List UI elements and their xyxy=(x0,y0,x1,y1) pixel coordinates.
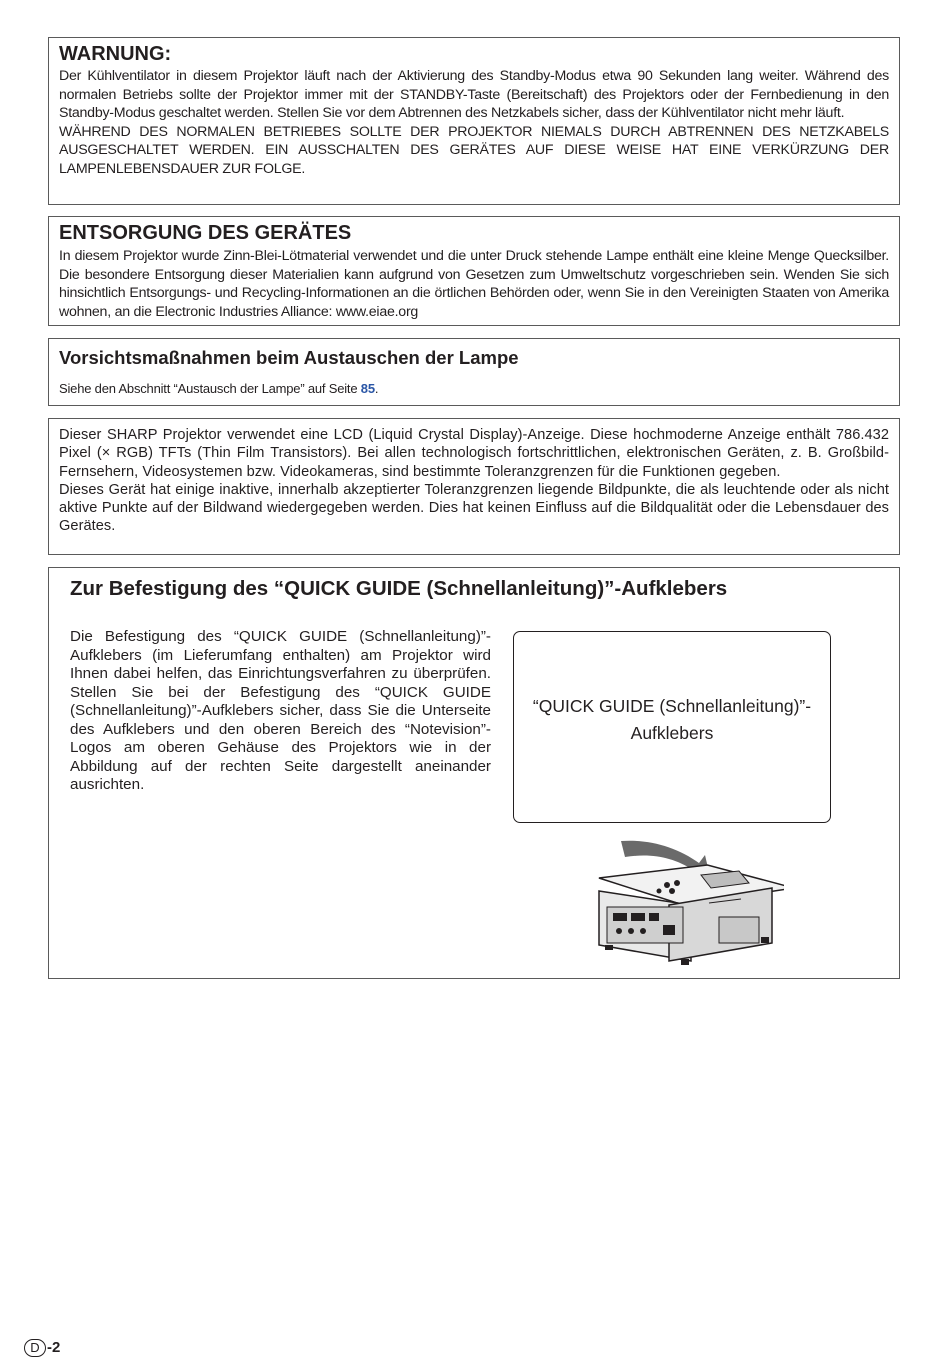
warning-title: WARNUNG: xyxy=(59,43,172,65)
lamp-precautions-title: Vorsichtsmaßnahmen beim Austauschen der Lampe xyxy=(59,347,519,368)
projector-illustration-icon xyxy=(559,833,784,973)
warning-paragraph-1: Der Kühlventilator in diesem Projektor läuft nach der Aktivierung des Standby-Modus etwa 90 Sekunden lang weiter. Während des normalen Betriebs sollte der Projektor immer mit der STANDBY-Taste (Bereitschaft) des Projektors oder der Fernbedienung in den Standby-Modus geschaltet werden. Stellen Sie vor dem Abtrennen des Netzkabels sicher, dass der Kühlventilator nicht mehr läuft. xyxy=(59,68,889,121)
page-number xyxy=(24,1338,60,1358)
quick-guide-paragraph: Die Befestigung des “QUICK GUIDE (Schnellanleitung)”-Aufklebers (im Lieferumfang enthalten) am Projektor wird Ihnen dabei helfen, das Einrichtungsverfahren zu überprüfen. Stellen Sie bei der Befestigung des “QUICK GUIDE (Schnellanleitung)”-Aufklebers sicher, dass Sie die Unterseite des Aufklebers und den oberen Bereich des “Notevision”-Logos am oberen Gehäuse des Projektors wie in der Abbildung auf der rechten Seite dargestellt aneinander ausrichten. xyxy=(70,628,491,793)
lcd-paragraph-1: Dieser SHARP Projektor verwendet eine LCD (Liquid Crystal Display)-Anzeige. Diese hochmoderne Anzeige enthält 786.432 Pixel (× RGB) TFTs (Thin Film Transistors). Bei allen technologisch fortschrittlichen, elektronischen Geräten, z. B. Großbild-Fernsehern, Videosystemen bzw. Videokameras, sind bestimmte Toleranzgrenzen für die Funktionen gegeben. xyxy=(59,427,889,480)
disposal-paragraph: In diesem Projektor wurde Zinn-Blei-Lötmaterial verwendet und die unter Druck stehende Lampe enthält eine kleine Menge Quecksilber. Die besondere Entsorgung dieser Materialien kann aufgrund von Gesetzen zum Umweltschutz vorgeschrieben sein. Wenden Sie sich hinsichtlich Entsorgungs- und Recycling-Informationen an die örtlichen Behörden oder, wenn Sie in den Vereinigten Staaten von Amerika wohnen, an die Electronic Industries Alliance: www.eiae.org xyxy=(59,248,889,320)
quick-guide-label-box xyxy=(513,631,831,823)
warning-section xyxy=(48,37,900,205)
disposal-text xyxy=(59,247,889,321)
warning-paragraph-2: WÄHREND DES NORMALEN BETRIEBES SOLLTE DER PROJEKTOR NIEMALS DURCH ABTRENNEN DES NETZKABELS AUSGESCHALTET WERDEN. EIN AUSSCHALTEN DES GERÄTES AUF DIESE WEISE HAT EINE VERKÜRZUNG DER LAMPENLEBENSDAUER ZUR FOLGE. xyxy=(59,123,889,177)
lcd-section xyxy=(48,418,900,555)
quick-guide-title: Zur Befestigung des “QUICK GUIDE (Schnellanleitung)”-Aufklebers xyxy=(70,577,728,600)
quick-guide-label-line-1: “QUICK GUIDE (Schnellanleitung)”- xyxy=(532,696,812,716)
lamp-precautions-section xyxy=(48,338,900,406)
warning-text xyxy=(59,67,889,178)
lamp-page-link[interactable]: 85 xyxy=(360,381,375,396)
quick-guide-label-text xyxy=(522,693,822,747)
quick-guide-label-line-2: Aufklebers xyxy=(630,723,714,743)
lamp-reference-text: Siehe den Abschnitt “Austausch der Lampe” auf Seite xyxy=(59,381,361,396)
disposal-title: ENTSORGUNG DES GERÄTES xyxy=(59,222,352,244)
disposal-section xyxy=(48,216,900,326)
page-number-suffix: -2 xyxy=(47,1339,61,1356)
page-language-badge: D xyxy=(24,1339,46,1357)
quick-guide-section xyxy=(48,567,900,979)
lamp-reference-end: . xyxy=(374,381,379,396)
lcd-text xyxy=(59,426,889,536)
lamp-reference xyxy=(59,381,889,397)
lcd-paragraph-2: Dieses Gerät hat einige inaktive, innerhalb akzeptierter Toleranzgrenzen liegende Bildpunkte, die als leuchtende oder als nicht aktive Punkte auf der Bildwand wiedergegeben werden. Dies hat keinen Einfluss auf die Bildqualität oder die Lebensdauer des Gerätes. xyxy=(59,481,889,535)
